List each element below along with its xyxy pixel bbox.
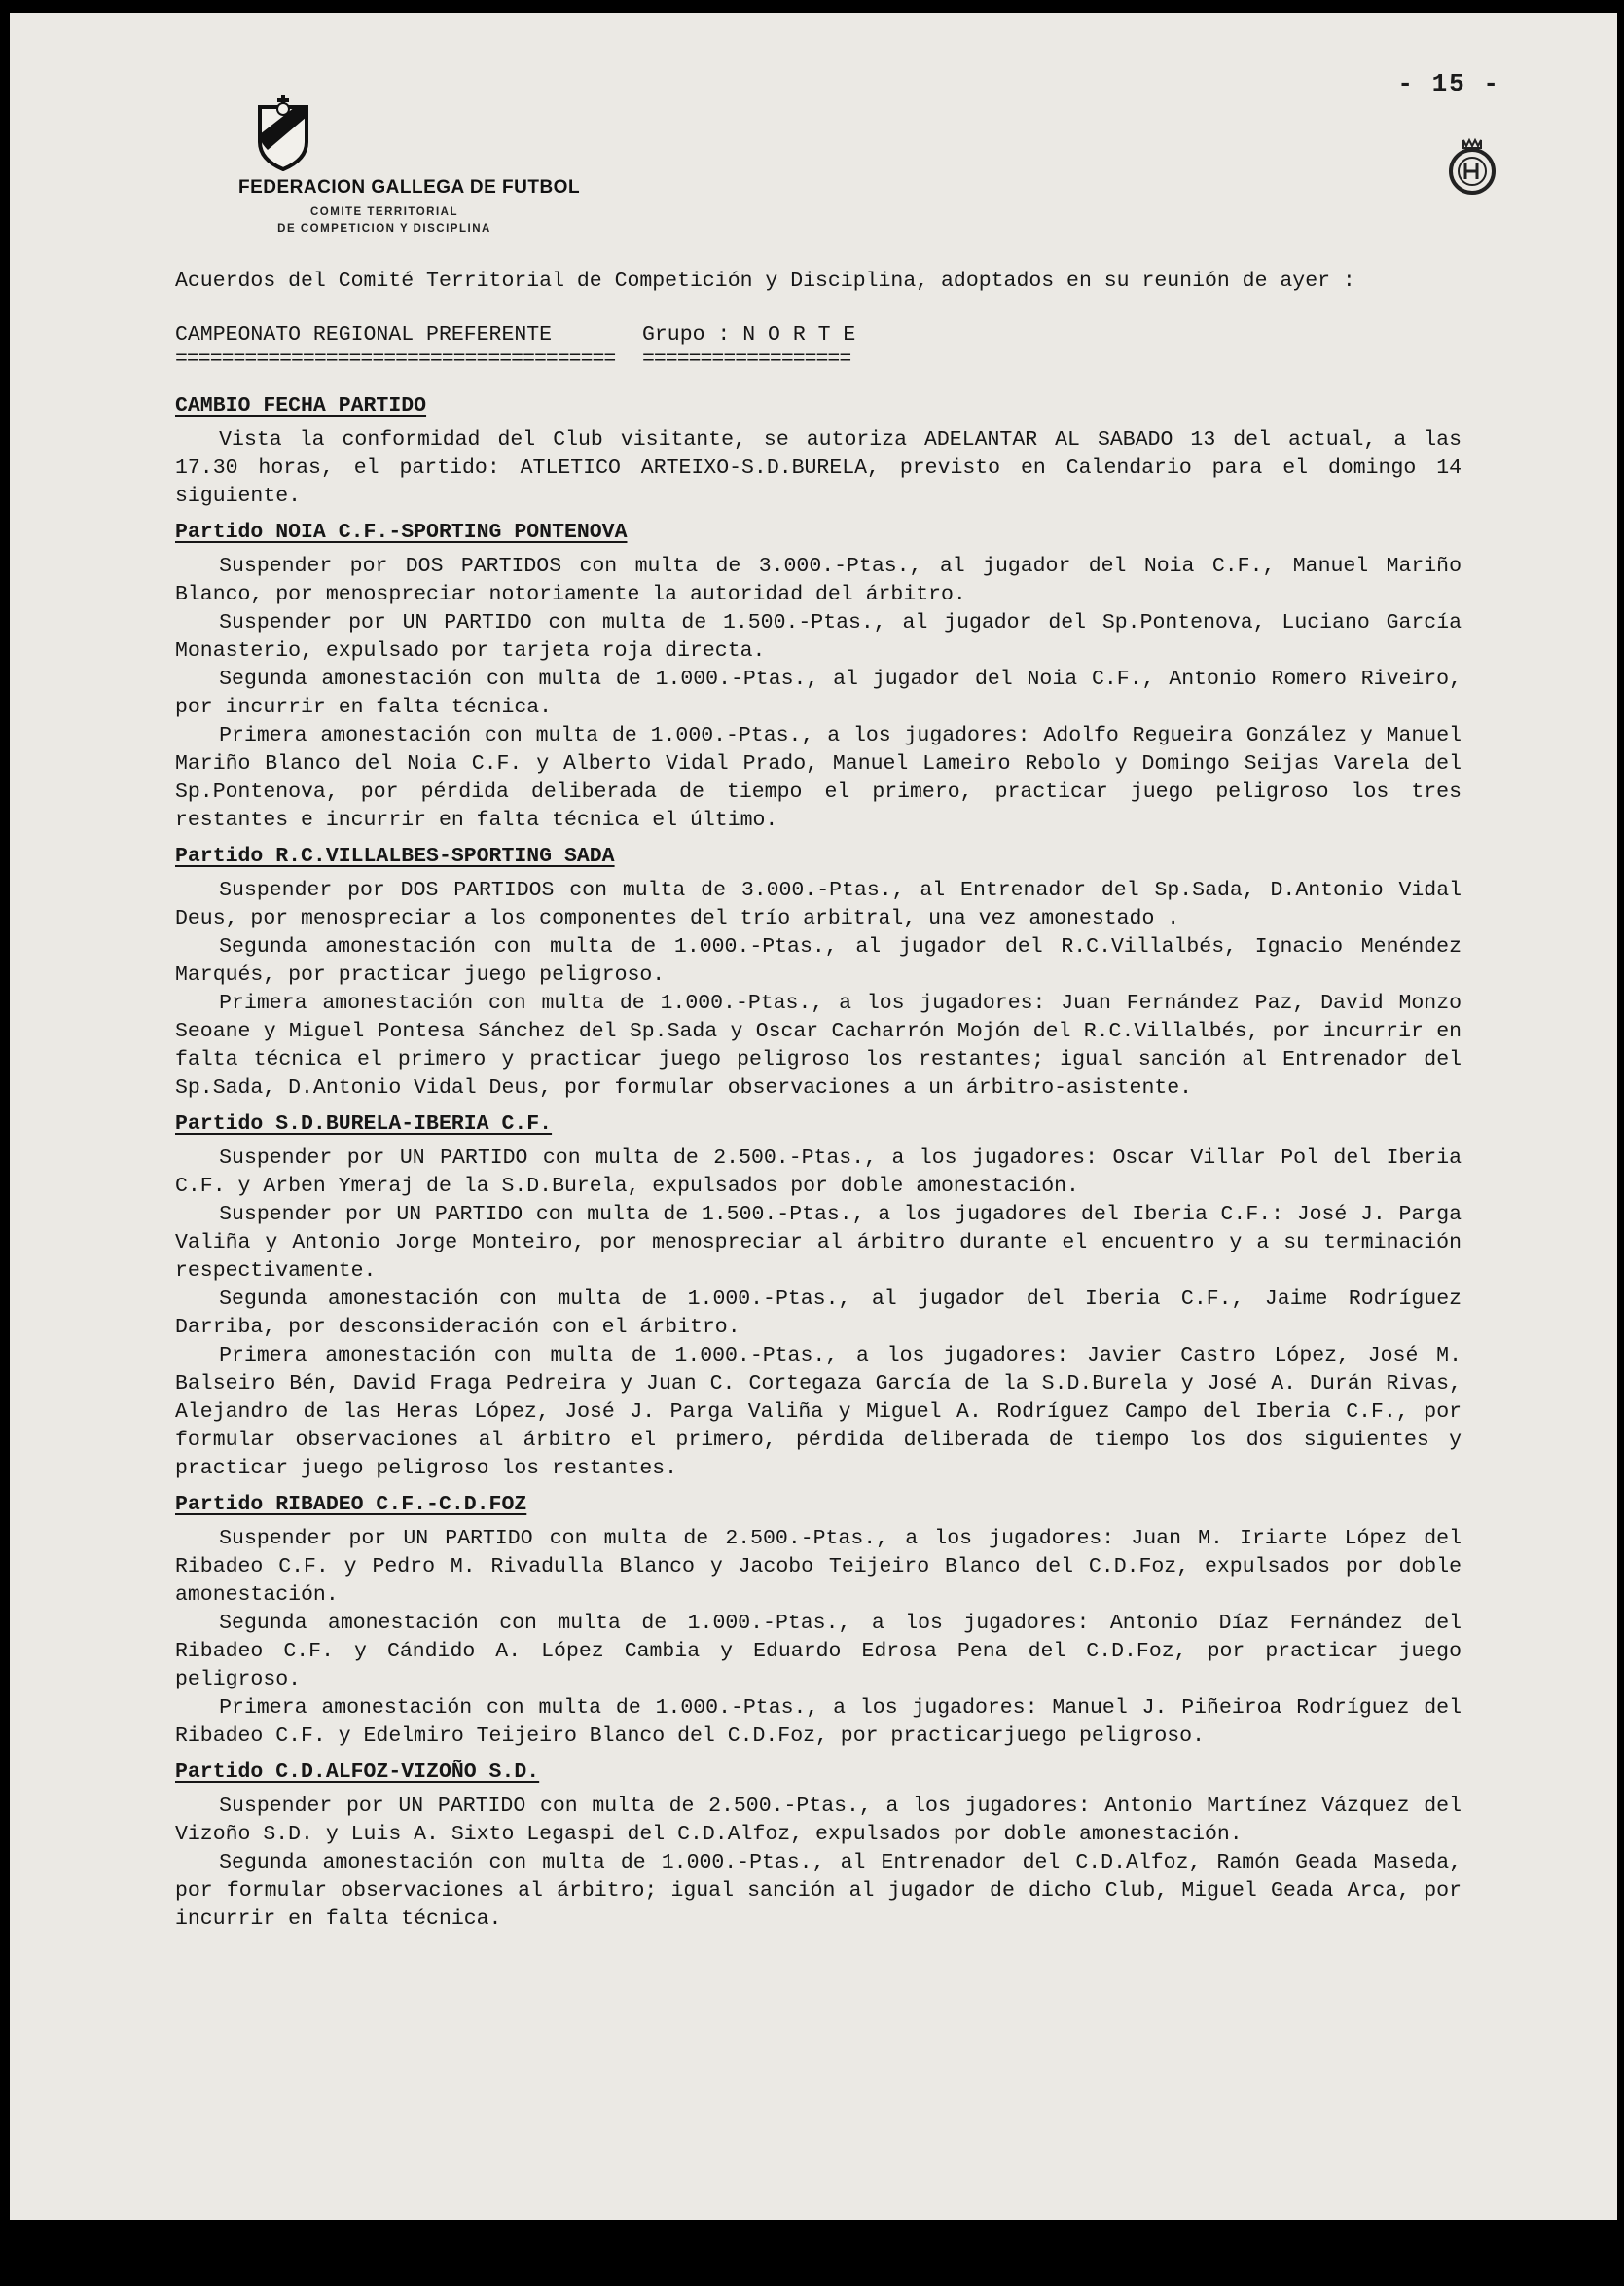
section-paragraph: Suspender por DOS PARTIDOS con multa de 3.000.-Ptas., al jugador del Noia C.F., Manuel Mariño Blanco, por menospreciar notoriamente la autoridad del árbitro. — [175, 555, 1462, 606]
section-paragraph: Vista la conformidad del Club visitante, se autoriza ADELANTAR AL SABADO 13 del actual, a las 17.30 horas, el partido: ATLETICO ARTEIXO-S.D.BURELA, previsto en Calendario para el domingo 14 siguiente. — [175, 428, 1462, 508]
section-paragraph: Suspender por UN PARTIDO con multa de 2.500.-Ptas., a los jugadores: Oscar Villar Pol del Iberia C.F. y Arben Ymeraj de la S.D.Burela, expulsados por doble amonestación. — [175, 1146, 1462, 1198]
group-label: Grupo : N O R T E — [642, 323, 856, 346]
section — [175, 1491, 1462, 1751]
group-underline: ================== — [642, 349, 851, 369]
section-paragraph: Suspender por UN PARTIDO con multa de 1.500.-Ptas., a los jugadores del Iberia C.F.: José J. Parga Valiña y Antonio Jorge Monteiro, por menospreciar al árbitro durante el encuentro y a su terminación respectivamente. — [175, 1203, 1462, 1283]
federation-crest-icon — [1444, 134, 1500, 197]
section-paragraph: Segunda amonestación con multa de 1.000.-Ptas., al Entrenador del C.D.Alfoz, Ramón Geada Maseda, por formular observaciones al árbitro; igual sanción al jugador de dicho Club, Miguel Geada Arca, por incurrir en falta técnica. — [175, 1851, 1462, 1931]
section — [175, 843, 1462, 1103]
section-paragraph: Segunda amonestación con multa de 1.000.-Ptas., a los jugadores: Antonio Díaz Fernández del Ribadeo C.F. y Cándido A. López Cambia y Eduardo Edrosa Pena del C.D.Foz, por practicar juego peligroso. — [175, 1612, 1462, 1691]
organization-name: FEDERACION GALLEGA DE FUTBOL — [238, 177, 581, 198]
section-title: Partido RIBADEO C.F.-C.D.FOZ — [175, 1493, 527, 1516]
federation-shield-logo — [256, 95, 310, 171]
section-paragraph: Primera amonestación con multa de 1.000.-Ptas., a los jugadores: Javier Castro López, José M. Balseiro Bén, David Fraga Pedreira y Juan C. Cortegaza García de la S.D.Burela y José A. Durán Rivas, Alejandro de las Heras López, José J. Parga Valiña y Miguel A. Rodríguez Campo del Iberia C.F., por formular observaciones al árbitro el primero, pérdida deliberada de tiempo los dos siguientes y practicar juego peligroso los restantes. — [175, 1344, 1462, 1480]
section — [175, 1110, 1462, 1483]
committee-line-1: COMITE TERRITORIAL — [309, 206, 458, 218]
section-paragraph: Segunda amonestación con multa de 1.000.-Ptas., al jugador del R.C.Villalbés, Ignacio Menéndez Marqués, por practicar juego peligroso. — [175, 935, 1462, 987]
section-paragraph: Primera amonestación con multa de 1.000.-Ptas., a los jugadores: Juan Fernández Paz, David Monzo Seoane y Miguel Pontesa Sánchez del Sp.Sada y Oscar Cacharrón Mojón del R.C.Villalbés, por incurrir en falta técnica el primero y practicar juego peligroso los restantes; igual sanción al Entrenador del Sp.Sada, D.Antonio Vidal Deus, por formular observaciones a un árbitro-asistente. — [175, 992, 1462, 1100]
section-title: CAMBIO FECHA PARTIDO — [175, 394, 427, 417]
section-paragraph: Segunda amonestación con multa de 1.000.-Ptas., al jugador del Iberia C.F., Jaime Rodríguez Darriba, por desconsideración con el árbitro. — [175, 1288, 1462, 1339]
section-paragraph: Suspender por UN PARTIDO con multa de 2.500.-Ptas., a los jugadores: Juan M. Iriarte López del Ribadeo C.F. y Pedro M. Rivadulla Blanco y Jacobo Teijeiro Blanco del C.D.Foz, expulsados por doble amonestación. — [175, 1527, 1462, 1607]
committee-line-2: DE COMPETICION Y DISCIPLINA — [277, 223, 491, 236]
section-paragraph: Primera amonestación con multa de 1.000.-Ptas., a los jugadores: Adolfo Regueira González y Manuel Mariño Blanco del Noia C.F. y Alberto Vidal Prado, Manuel Lameiro Rebolo y Domingo Seijas Varela del Sp.Pontenova, por pérdida deliberada de tiempo el primero, practicar juego peligroso los tres restantes e incurrir en falta técnica el último. — [175, 724, 1462, 832]
section — [175, 1759, 1462, 1934]
intro-paragraph: Acuerdos del Comité Territorial de Competición y Disciplina, adoptados en su reunión de ayer : — [175, 270, 1355, 293]
section-title: Partido S.D.BURELA-IBERIA C.F. — [175, 1112, 553, 1136]
section-title: Partido R.C.VILLALBES-SPORTING SADA — [175, 845, 615, 868]
sections-container — [175, 392, 1462, 1934]
section — [175, 392, 1462, 511]
section-paragraph: Suspender por UN PARTIDO con multa de 2.500.-Ptas., a los jugadores: Antonio Martínez Vázquez del Vizoño S.D. y Luis A. Sixto Legaspi del C.D.Alfoz, expulsados por doble amonestación. — [175, 1795, 1462, 1846]
page-number: - 15 - — [1397, 69, 1500, 98]
section-paragraph: Segunda amonestación con multa de 1.000.-Ptas., al jugador del Noia C.F., Antonio Romero Riveiro, por incurrir en falta técnica. — [175, 668, 1462, 719]
document-body — [175, 268, 1462, 1940]
section-title: Partido C.D.ALFOZ-VIZOÑO S.D. — [175, 1760, 540, 1784]
section-paragraph: Primera amonestación con multa de 1.000.-Ptas., a los jugadores: Manuel J. Piñeiroa Rodríguez del Ribadeo C.F. y Edelmiro Teijeiro Blanco del C.D.Foz, por practicarjuego peligroso. — [175, 1696, 1462, 1748]
document-paper — [10, 13, 1617, 2220]
championship-title: CAMPEONATO REGIONAL PREFERENTE — [175, 323, 553, 346]
section-paragraph: Suspender por DOS PARTIDOS con multa de 3.000.-Ptas., al Entrenador del Sp.Sada, D.Antonio Vidal Deus, por menospreciar a los componentes del trío arbitral, una vez amonestado . — [175, 879, 1462, 930]
championship-header — [175, 321, 1462, 369]
championship-title-underline: ====================================== — [175, 349, 616, 369]
letterhead — [238, 95, 647, 238]
section-title: Partido NOIA C.F.-SPORTING PONTENOVA — [175, 521, 628, 544]
section — [175, 519, 1462, 835]
section-paragraph: Suspender por UN PARTIDO con multa de 1.500.-Ptas., al jugador del Sp.Pontenova, Luciano García Monasterio, expulsado por tarjeta roja directa. — [175, 611, 1462, 663]
